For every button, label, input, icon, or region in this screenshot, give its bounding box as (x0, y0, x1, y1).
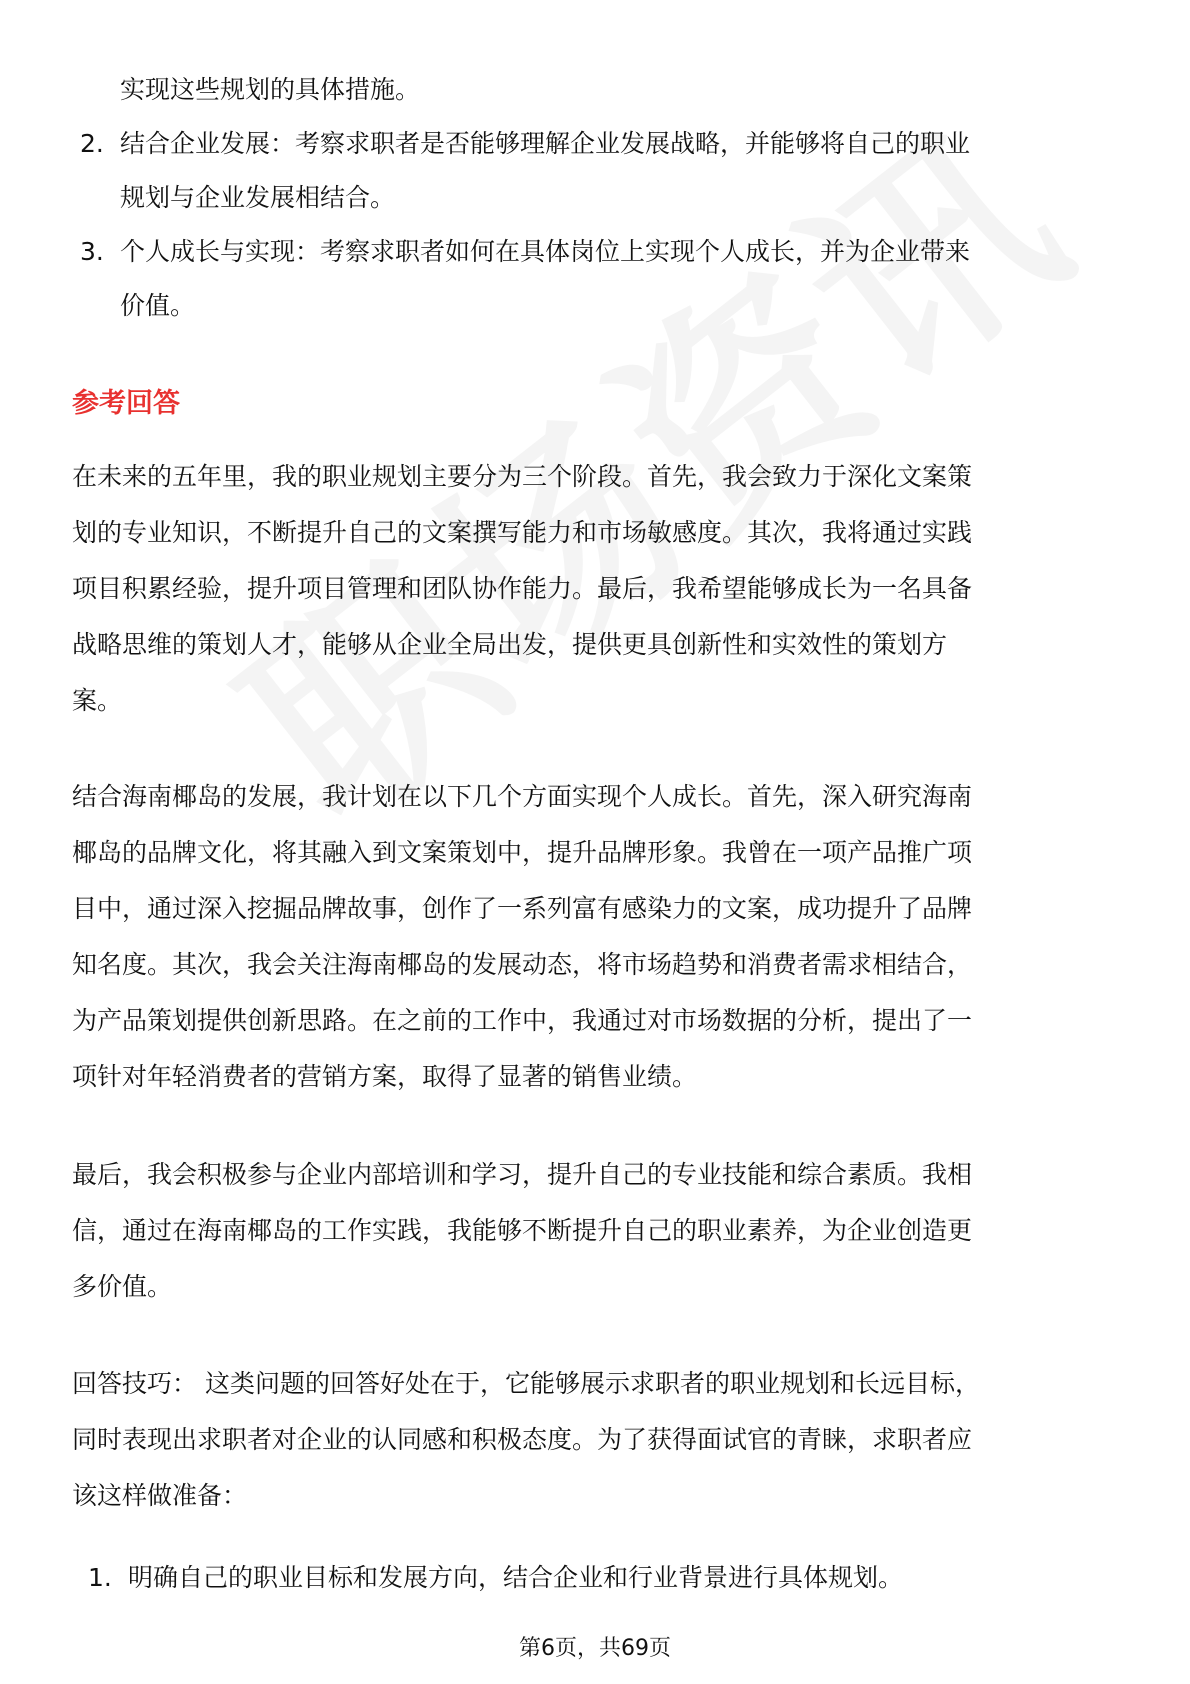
list-number: 1. (88, 1563, 112, 1592)
paragraph-line: 战略思维的策划人才，能够从企业全局出发，提供更具创新性和实效性的策划方 (72, 630, 948, 659)
paragraph-line: 椰岛的品牌文化，将其融入到文案策划中，提升品牌形象。我曾在一项产品推广项 (72, 838, 973, 867)
page-number: 第6页，共69页 (519, 1636, 671, 1661)
paragraph-line: 为产品策划提供创新思路。在之前的工作中，我通过对市场数据的分析，提出了一 (72, 1006, 973, 1035)
paragraph-line: 该这样做准备： (72, 1481, 248, 1510)
paragraph-line: 最后，我会积极参与企业内部培训和学习，提升自己的专业技能和综合素质。我相 (72, 1160, 973, 1189)
list-number: 2. (80, 129, 104, 158)
paragraph-line: 在未来的五年里，我的职业规划主要分为三个阶段。首先，我会致力于深化文案策 (72, 462, 973, 491)
paragraph-line: 项目积累经验，提升项目管理和团队协作能力。最后，我希望能够成长为一名具备 (72, 574, 973, 603)
list-item-line: 结合企业发展：考察求职者是否能够理解企业发展战略，并能够将自己的职业 (120, 129, 971, 158)
paragraph-line: 项针对年轻消费者的营销方案，取得了显著的销售业绩。 (72, 1062, 698, 1091)
paragraph-line: 多价值。 (72, 1272, 173, 1301)
list-item-continuation: 实现这些规划的具体措施。 (120, 75, 421, 104)
paragraph-line: 知名度。其次，我会关注海南椰岛的发展动态，将市场趋势和消费者需求相结合， (72, 950, 973, 979)
paragraph-line: 目中，通过深入挖掘品牌故事，创作了一系列富有感染力的文案，成功提升了品牌 (72, 894, 973, 923)
list-item-line: 规划与企业发展相结合。 (120, 183, 396, 212)
paragraph-line: 信，通过在海南椰岛的工作实践，我能够不断提升自己的职业素养，为企业创造更 (72, 1216, 973, 1245)
list-item-line: 个人成长与实现：考察求职者如何在具体岗位上实现个人成长，并为企业带来 (120, 237, 971, 266)
paragraph-line: 案。 (72, 686, 123, 715)
list-item-line: 价值。 (120, 291, 196, 320)
paragraph-line: 回答技巧： 这类问题的回答好处在于，它能够展示求职者的职业规划和长远目标， (72, 1369, 980, 1398)
paragraph-line: 同时表现出求职者对企业的认同感和积极态度。为了获得面试官的青睐，求职者应 (72, 1425, 973, 1454)
section-heading: 参考回答 (72, 388, 180, 419)
paragraph-line: 结合海南椰岛的发展，我计划在以下几个方面实现个人成长。首先，深入研究海南 (72, 782, 973, 811)
list-number: 3. (80, 237, 104, 266)
paragraph-line: 划的专业知识，不断提升自己的文案撰写能力和市场敏感度。其次，我将通过实践 (72, 518, 973, 547)
list-item-line: 明确自己的职业目标和发展方向，结合企业和行业背景进行具体规划。 (128, 1563, 904, 1592)
